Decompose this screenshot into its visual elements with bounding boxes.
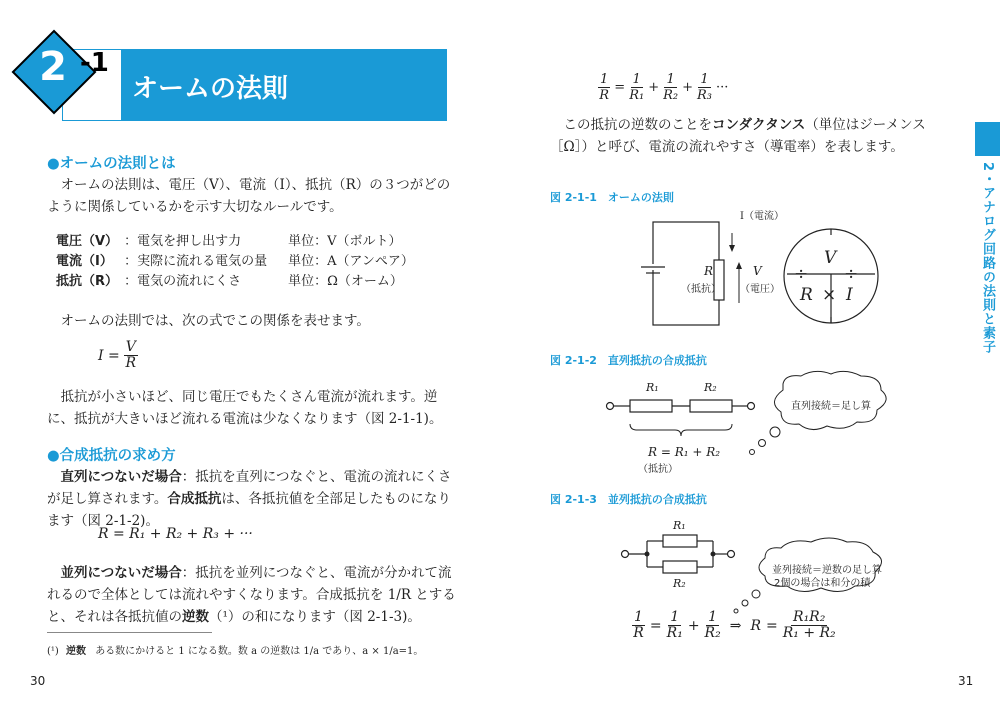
formula-series: R = R₁ + R₂ + R₃ + ···: [98, 526, 253, 542]
fig2-bubble-text: 直列接続＝足し算: [791, 401, 871, 412]
term-row: [56, 252, 420, 272]
footnote-mark: (¹): [47, 646, 59, 657]
footnote: [47, 642, 423, 657]
fig2-formula: R = R₁ + R₂: [648, 445, 721, 459]
parallel-text1: ：抵抗を並列につなぐと、電流が分かれて流れるので全体としては流れやすくなります。合成抵抗を 1/R とすると、それは各抵抗値の: [47, 565, 456, 625]
fig1-V: V: [753, 264, 762, 278]
fig2-R2: R₂: [704, 381, 717, 394]
fig1-circle-div-left: ÷: [794, 264, 809, 284]
figure-caption-3: 図 2-1-3 並列抵抗の合成抵抗: [550, 493, 707, 506]
parallel-text2: （¹）の和になります（図 2-1-3)。: [209, 609, 421, 625]
term-desc: ：電気の流れにくさ: [124, 274, 242, 289]
formula-ohm: [98, 340, 138, 371]
footnote-divider: [47, 632, 212, 633]
page-title: オームの法則: [132, 74, 289, 104]
fig2-formula-label: （抵抗）: [638, 464, 678, 475]
figure-ohms-law: [610, 205, 930, 330]
formula-fraction: [124, 340, 138, 371]
series-text1: ：抵抗を直列につなぐと、電流の流れにくさが足し算されます。: [47, 469, 452, 507]
series-label: 直列につないだ場合: [60, 469, 182, 485]
fig3-bubble-line2: 2個の場合は和分の積: [774, 578, 871, 589]
paragraph-formula-intro: オームの法則では、次の式でこの関係を表せます。: [60, 313, 370, 329]
term-unit: 単位：Ω（オーム）: [288, 274, 403, 289]
fig1-circle-V: V: [824, 248, 837, 268]
fig1-V-label: （電圧）: [740, 284, 780, 295]
page-number-left: 30: [30, 674, 46, 688]
fig1-circle-times: ×: [822, 285, 837, 305]
term-desc: ：実際に流れる電気の量: [124, 254, 268, 269]
fig2-R1: R₁: [646, 381, 659, 394]
footnote-text: ある数にかけると 1 になる数。数 a の逆数は 1/a であり、a × 1/a=1。: [95, 646, 424, 657]
term-unit: 単位：V（ボルト）: [288, 234, 402, 249]
paragraph-parallel: [47, 562, 457, 628]
paragraph-intro: オームの法則は、電圧（V）、電流（I）、抵抗（R）の３つがどのように関係しているかを示す大切なルールです。: [47, 177, 451, 215]
terms-table: [56, 232, 420, 292]
figure-caption-1: 図 2-1-1 オームの法則: [550, 191, 674, 204]
conductance-text-b: （単位はジーメンス［Ω］）と呼び、電流の流れやすさ（導電率）を表します。: [550, 117, 926, 155]
series-bold: 合成抵抗: [167, 491, 222, 507]
fig3-R1: R₁: [673, 519, 686, 532]
footnote-term: 逆数: [66, 646, 86, 657]
conductance-text-a: この抵抗の逆数のことを: [563, 117, 712, 133]
figure-caption-2: 図 2-1-2 直列抵抗の合成抵抗: [550, 354, 707, 367]
conductance-bold: コンダクタンス: [712, 117, 806, 133]
page-number-right: 31: [958, 674, 974, 688]
term: 電流（I）: [56, 254, 113, 269]
parallel-label: 並列につないだ場合: [60, 565, 182, 581]
fig1-circle-div-right: ÷: [844, 264, 859, 284]
chapter-number: 2: [39, 44, 67, 90]
side-tab-label: 2・アナログ回路の法則と素子: [980, 162, 995, 355]
fig1-current-label: I（電流）: [740, 211, 784, 222]
fig3-R2: R₂: [673, 577, 686, 590]
fig3-formula: $\frac{1}{R}$ = $\frac{1}{\text{R₁}}$ + $\frac{1}{\text{R₂}}$ ⇒ R = $\frac{\text{R₁R₂}}{\text{R₁ + R₂}}$: [633, 609, 836, 641]
fig1-R-label: （抵抗）: [681, 284, 721, 295]
series-text2: は、各抵抗値を全部足したものになります（図 2-1-2)。: [47, 491, 451, 529]
term: 抵抗（R）: [56, 274, 119, 289]
formula-lhs: I =: [98, 347, 120, 364]
fig1-circle-I: I: [846, 285, 853, 305]
fig3-arrow: ⇒: [729, 617, 742, 634]
term-desc: ：電気を押し出す力: [124, 234, 242, 249]
side-tab-marker: [975, 122, 1000, 156]
formula-numerator: V: [125, 339, 136, 355]
heading-ohms-law: ●オームの法則とは: [47, 156, 176, 172]
term-row: [56, 272, 420, 292]
fig1-circle-R: R: [800, 285, 813, 305]
heading-combined-resistance: ●合成抵抗の求め方: [47, 448, 176, 464]
term: 電圧（V）: [56, 234, 119, 249]
fig1-R: R: [704, 264, 714, 278]
formula-reciprocal: $\frac{1}{R}$ = $\frac{1}{\text{R₁}}$ + $\frac{1}{\text{R₂}}$ + $\frac{1}{\text{R₃}}$ ···: [599, 72, 729, 103]
formula-denominator: R: [125, 355, 137, 371]
fig3-bubble-line1: 並列接続＝逆数の足し算: [772, 565, 882, 576]
term-unit: 単位：A（アンペア）: [288, 254, 414, 269]
section-number: -1: [80, 48, 109, 78]
paragraph-series: [47, 466, 457, 532]
paragraph-conductance: [550, 114, 950, 158]
parallel-bold: 逆数: [182, 609, 209, 625]
paragraph-resistance: 抵抗が小さいほど、同じ電圧でもたくさん電流が流れます。逆に、抵抗が大きいほど流れる電流は少なくなります（図 2-1-1)。: [47, 389, 443, 427]
term-row: [56, 232, 420, 252]
